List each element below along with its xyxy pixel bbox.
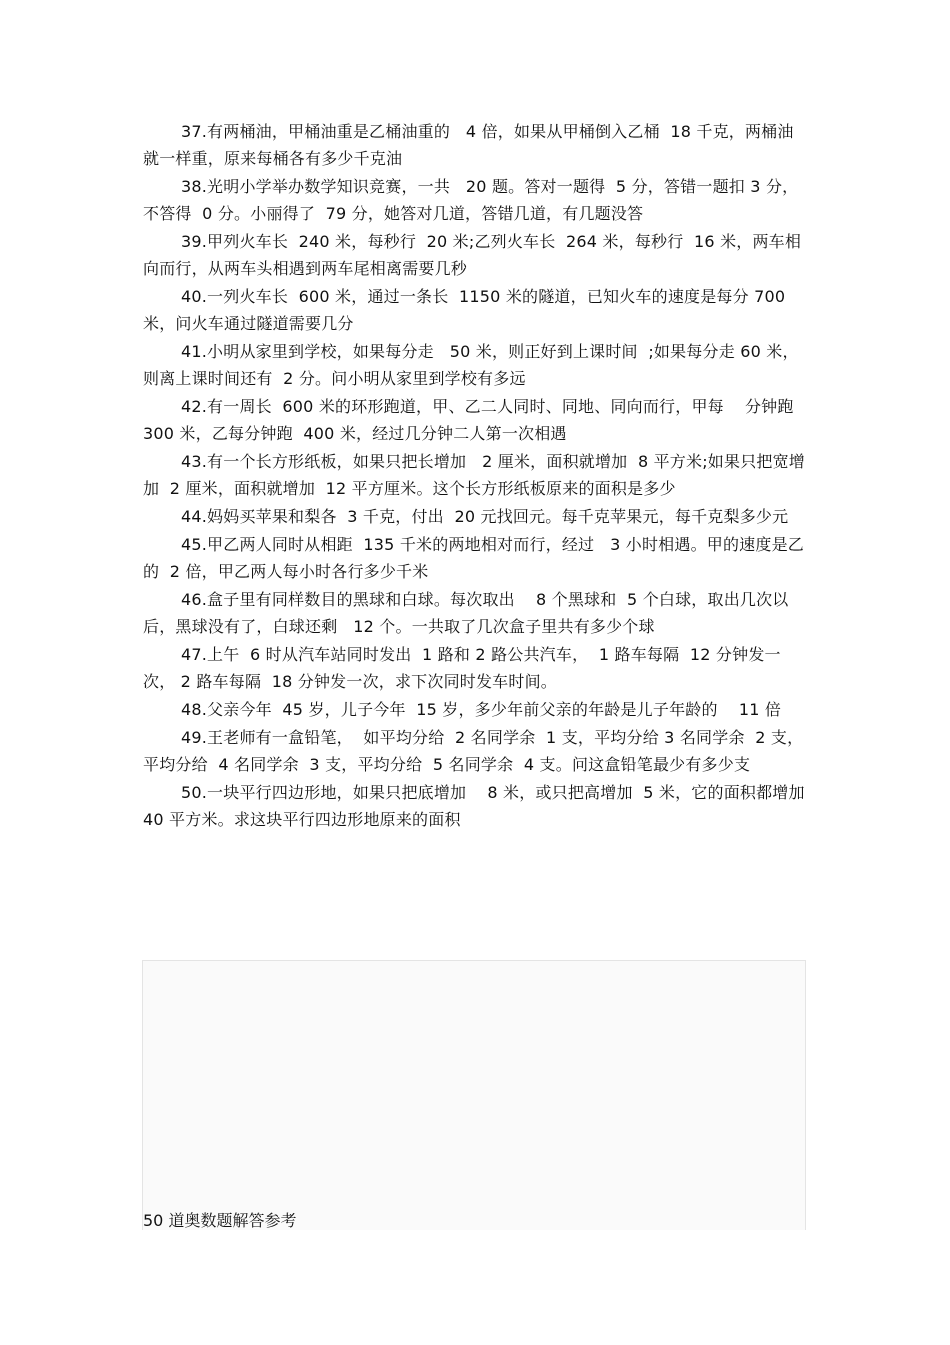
question-41: 41.小明从家里到学校，如果每分走 50 米，则正好到上课时间 ;如果每分走 60 米，则离上课时间还有 2 分。问小明从家里到学校有多远	[143, 342, 799, 388]
question-50: 50.一块平行四边形地，如果只把底增加 8 米，或只把高增加 5 米，它的面积都增加 40 平方米。求这块平行四边形地原来的面积	[143, 783, 816, 829]
question-42: 42.有一周长 600 米的环形跑道，甲、乙二人同时、同地、同向而行，甲每 分钟跑 300 米，乙每分钟跑 400 米，经过几分钟二人第一次相遇	[143, 397, 805, 443]
question-44: 44.妈妈买苹果和梨各 3 千克，付出 20 元找回元。每千克苹果元，每千克梨多少元	[181, 507, 789, 526]
question-40: 40.一列火车长 600 米，通过一条长 1150 米的隧道，已知火车的速度是每分 700 米，问火车通过隧道需要几分	[143, 287, 791, 333]
question-list	[143, 118, 816, 834]
question-43: 43.有一个长方形纸板，如果只把长增加 2 厘米，面积就增加 8 平方米;如果只把宽增加 2 厘米，面积就增加 12 平方厘米。这个长方形纸板原来的面积是多少	[143, 452, 805, 498]
question-49: 49.王老师有一盒铅笔， 如平均分给 2 名同学余 1 支，平均分给 3 名同学余 2 支，平均分给 4 名同学余 3 支，平均分给 5 名同学余 4 支。问这盒铅笔最少有多少支	[143, 728, 804, 774]
question-38: 38.光明小学举办数学知识竞赛，一共 20 题。答对一题得 5 分，答错一题扣 3 分，不答得 0 分。小丽得了 79 分，她答对几道，答错几道，有几题没答	[143, 177, 799, 223]
question-39: 39.甲列火车长 240 米，每秒行 20 米;乙列火车长 264 米，每秒行 16 米，两车相向而行，从两车头相遇到两车尾相离需要几秒	[143, 232, 802, 278]
question-48: 48.父亲今年 45 岁，儿子今年 15 岁，多少年前父亲的年龄是儿子年龄的 11 倍	[181, 700, 782, 719]
question-37: 37.有两桶油，甲桶油重是乙桶油重的 4 倍，如果从甲桶倒入乙桶 18 千克，两桶油就一样重，原来每桶各有多少千克油	[143, 122, 794, 168]
question-47: 47.上午 6 时从汽车站同时发出 1 路和 2 路公共汽车， 1 路车每隔 12 分钟发一次， 2 路车每隔 18 分钟发一次，求下次同时发车时间。	[143, 645, 781, 691]
blank-image-frame	[142, 960, 806, 1230]
question-46: 46.盒子里有同样数目的黑球和白球。每次取出 8 个黑球和 5 个白球，取出几次以后，黑球没有了，白球还剩 12 个。一共取了几次盒子里共有多少个球	[143, 590, 789, 636]
question-45: 45.甲乙两人同时从相距 135 千米的两地相对而行，经过 3 小时相遇。甲的速度是乙的 2 倍，甲乙两人每小时各行多少千米	[143, 535, 804, 581]
answers-section-title: 50 道奥数题解答参考	[143, 1211, 297, 1230]
